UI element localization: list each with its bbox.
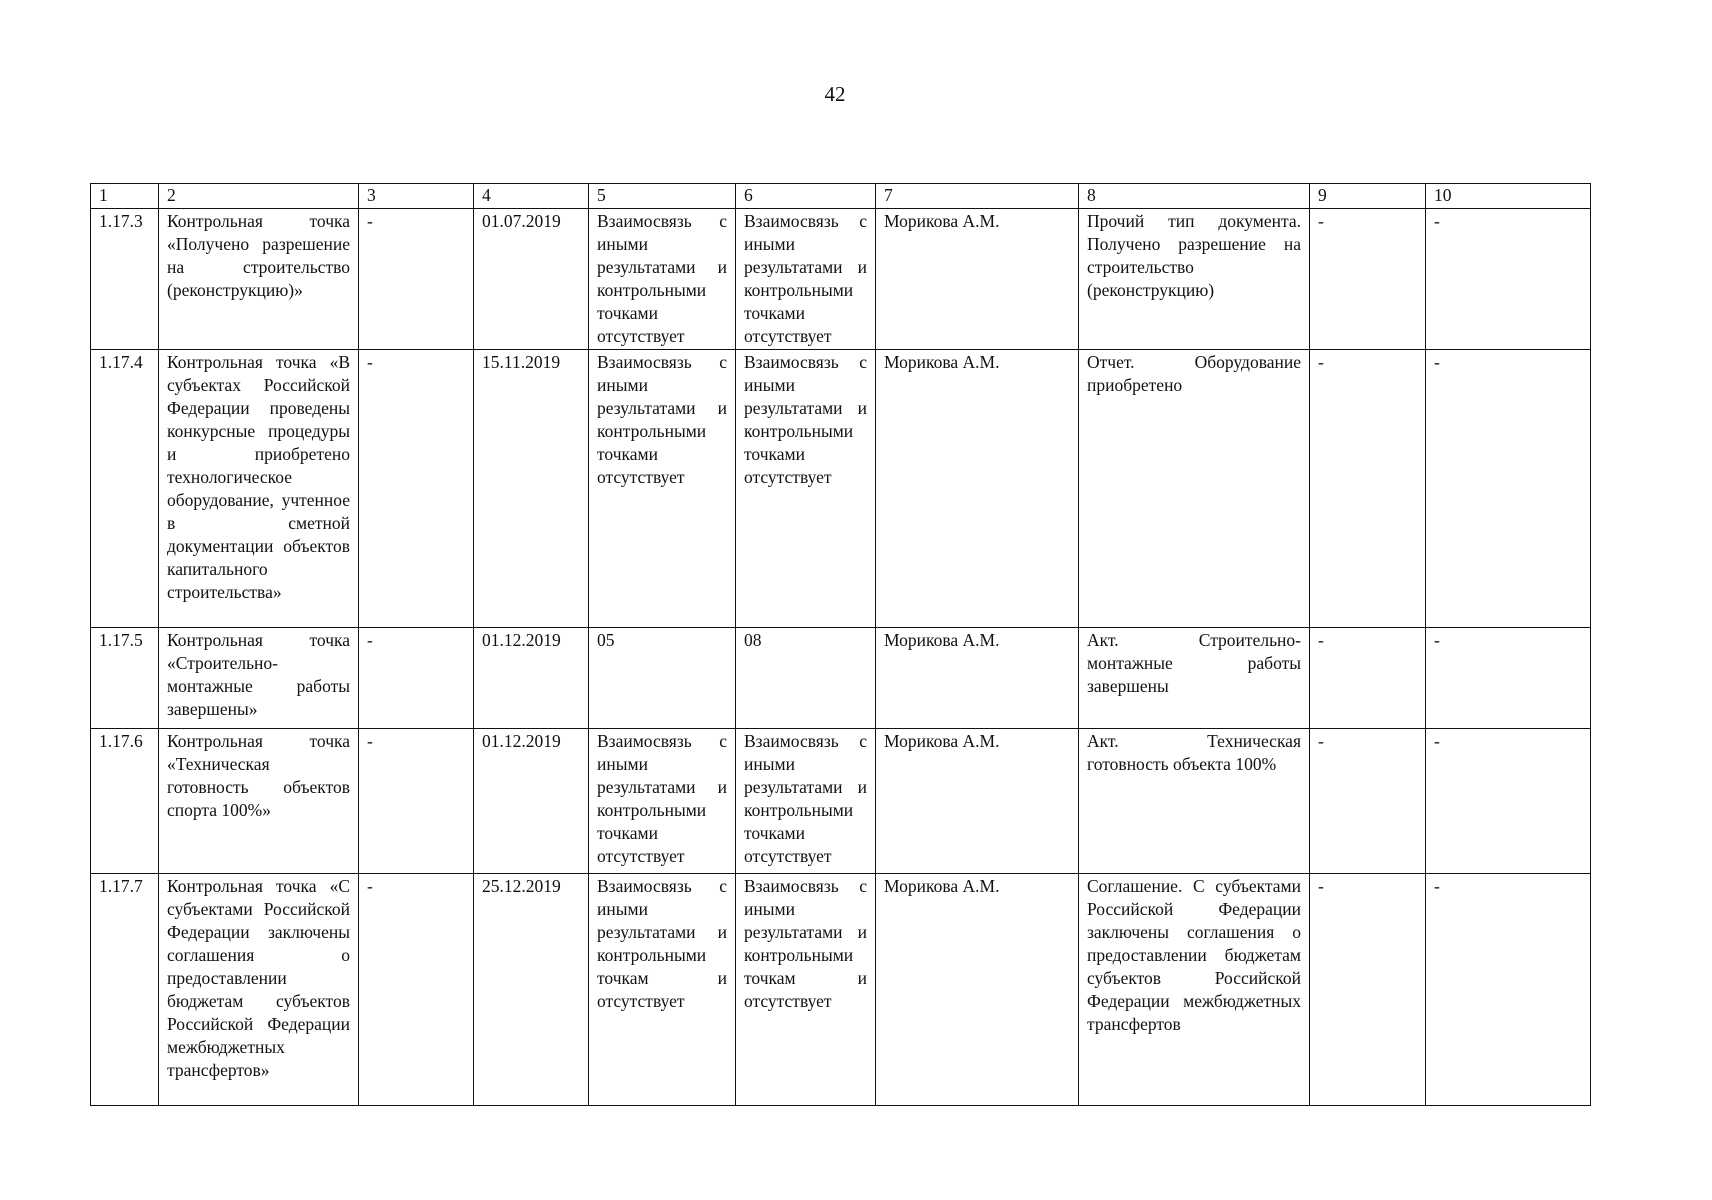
table-row — [91, 874, 1591, 1106]
cell-col9: - — [1310, 628, 1426, 729]
cell-col9: - — [1310, 729, 1426, 874]
column-header: 4 — [474, 184, 589, 209]
column-number-row — [91, 184, 1591, 209]
control-points-table — [90, 183, 1591, 1106]
predecessor-link: Взаимосвязь с иными результатами и контрольными точкам и отсутствует — [589, 874, 736, 1106]
column-header: 3 — [359, 184, 474, 209]
cell-col9: - — [1310, 350, 1426, 628]
row-number: 1.17.3 — [91, 209, 159, 350]
table-row — [91, 209, 1591, 350]
cell-col3: - — [359, 209, 474, 350]
row-number: 1.17.4 — [91, 350, 159, 628]
successor-link: Взаимосвязь с иными результатами и контрольными точками отсутствует — [736, 209, 876, 350]
result-document: Акт. Строительно-монтажные работы завершены — [1079, 628, 1310, 729]
control-point-name: Контрольная точка «С субъектами Российской Федерации заключены соглашения о предоставлении бюджетам субъектов Российской Федерации межбюджетных трансфертов» — [159, 874, 359, 1106]
page-number: 42 — [824, 82, 846, 106]
column-header: 10 — [1426, 184, 1591, 209]
column-header: 2 — [159, 184, 359, 209]
table-row — [91, 350, 1591, 628]
responsible-person: Морикова А.М. — [876, 874, 1079, 1106]
table-row — [91, 628, 1591, 729]
successor-link: Взаимосвязь с иными результатами и контрольными точкам и отсутствует — [736, 874, 876, 1106]
column-header: 8 — [1079, 184, 1310, 209]
control-point-name: Контрольная точка «Строительно-монтажные работы завершены» — [159, 628, 359, 729]
cell-col10: - — [1426, 628, 1591, 729]
due-date: 15.11.2019 — [474, 350, 589, 628]
result-document: Акт. Техническая готовность объекта 100% — [1079, 729, 1310, 874]
cell-col10: - — [1426, 729, 1591, 874]
row-number: 1.17.7 — [91, 874, 159, 1106]
predecessor-link: Взаимосвязь с иными результатами и контрольными точками отсутствует — [589, 729, 736, 874]
responsible-person: Морикова А.М. — [876, 628, 1079, 729]
predecessor-link: Взаимосвязь с иными результатами и контрольными точками отсутствует — [589, 350, 736, 628]
successor-link: Взаимосвязь с иными результатами и контрольными точками отсутствует — [736, 350, 876, 628]
row-number: 1.17.5 — [91, 628, 159, 729]
cell-col9: - — [1310, 209, 1426, 350]
due-date: 01.12.2019 — [474, 729, 589, 874]
column-header: 9 — [1310, 184, 1426, 209]
table-row — [91, 729, 1591, 874]
result-document: Прочий тип документа. Получено разрешение на строительство (реконструкцию) — [1079, 209, 1310, 350]
column-header: 6 — [736, 184, 876, 209]
result-document: Отчет. Оборудование приобретено — [1079, 350, 1310, 628]
cell-col3: - — [359, 874, 474, 1106]
row-number: 1.17.6 — [91, 729, 159, 874]
due-date: 01.12.2019 — [474, 628, 589, 729]
column-header: 5 — [589, 184, 736, 209]
due-date: 25.12.2019 — [474, 874, 589, 1106]
cell-col10: - — [1426, 874, 1591, 1106]
cell-col10: - — [1426, 350, 1591, 628]
control-point-name: Контрольная точка «Получено разрешение на строительство (реконструкцию)» — [159, 209, 359, 350]
responsible-person: Морикова А.М. — [876, 209, 1079, 350]
successor-link: Взаимосвязь с иными результатами и контрольными точками отсутствует — [736, 729, 876, 874]
predecessor-link: Взаимосвязь с иными результатами и контрольными точками отсутствует — [589, 209, 736, 350]
successor-link: 08 — [736, 628, 876, 729]
column-header: 7 — [876, 184, 1079, 209]
column-header: 1 — [91, 184, 159, 209]
responsible-person: Морикова А.М. — [876, 350, 1079, 628]
predecessor-link: 05 — [589, 628, 736, 729]
cell-col10: - — [1426, 209, 1591, 350]
cell-col9: - — [1310, 874, 1426, 1106]
control-point-name: Контрольная точка «В субъектах Российской Федерации проведены конкурсные процедуры и приобретено технологическое оборудование, учтенное в сметной документации объектов капитального строительства» — [159, 350, 359, 628]
control-point-name: Контрольная точка «Техническая готовность объектов спорта 100%» — [159, 729, 359, 874]
responsible-person: Морикова А.М. — [876, 729, 1079, 874]
cell-col3: - — [359, 628, 474, 729]
cell-col3: - — [359, 729, 474, 874]
cell-col3: - — [359, 350, 474, 628]
result-document: Соглашение. С субъектами Российской Федерации заключены соглашения о предоставлении бюджетам субъектов Российской Федерации межбюджетных трансфертов — [1079, 874, 1310, 1106]
due-date: 01.07.2019 — [474, 209, 589, 350]
